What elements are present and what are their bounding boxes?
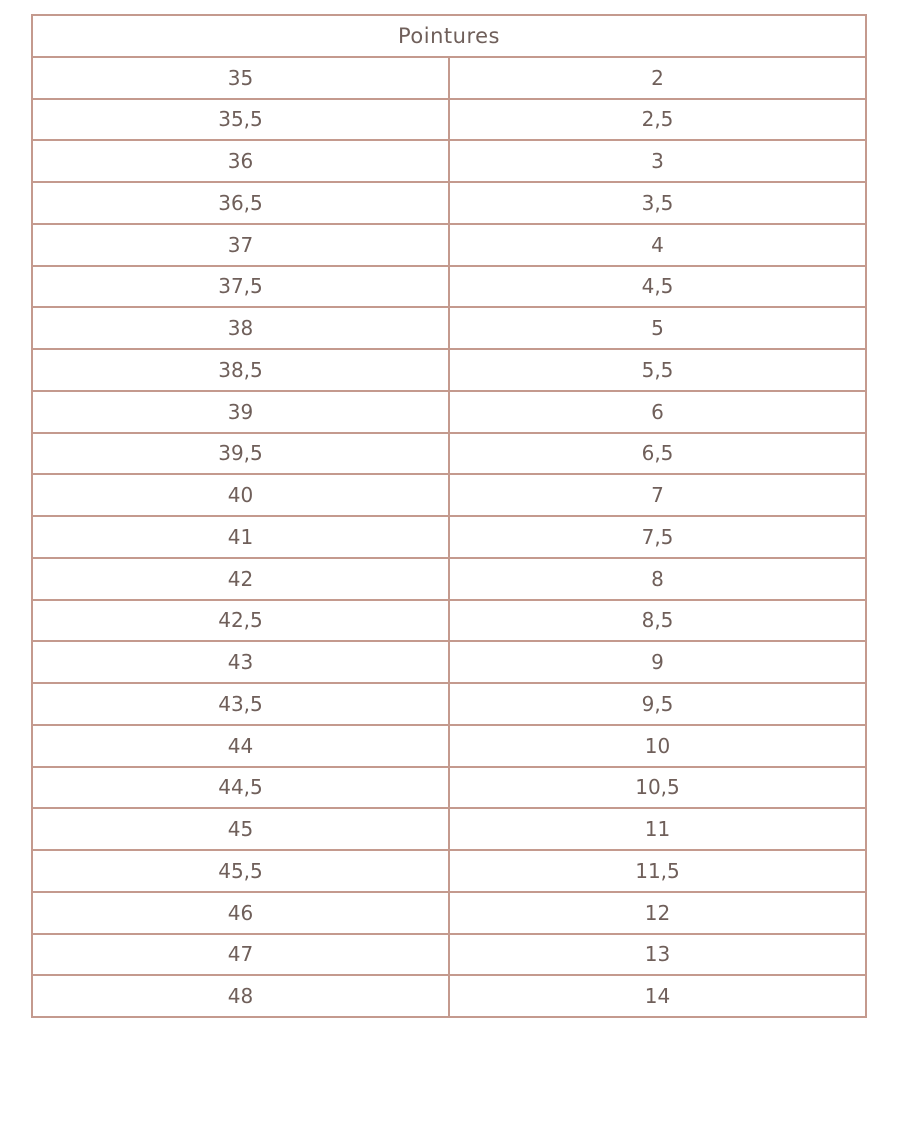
size-eu-cell: 48	[32, 975, 449, 1017]
size-eu-cell: 44,5	[32, 767, 449, 809]
table-row	[32, 140, 866, 182]
size-eu-cell: 42,5	[32, 600, 449, 642]
size-eu-cell: 40	[32, 474, 449, 516]
table-row	[32, 433, 866, 475]
size-eu-cell: 45,5	[32, 850, 449, 892]
size-eu-cell: 37	[32, 224, 449, 266]
size-uk-cell: 10	[449, 725, 866, 767]
size-conversion-table	[31, 14, 867, 1018]
table-header-row	[32, 15, 866, 57]
table-row	[32, 600, 866, 642]
table-row	[32, 850, 866, 892]
table-row	[32, 349, 866, 391]
size-eu-cell: 43,5	[32, 683, 449, 725]
size-eu-cell: 36	[32, 140, 449, 182]
size-uk-cell: 5	[449, 307, 866, 349]
size-eu-cell: 42	[32, 558, 449, 600]
table-row	[32, 391, 866, 433]
size-uk-cell: 4,5	[449, 266, 866, 308]
size-eu-cell: 46	[32, 892, 449, 934]
size-uk-cell: 11,5	[449, 850, 866, 892]
table-body	[32, 57, 866, 1017]
size-eu-cell: 41	[32, 516, 449, 558]
table-row	[32, 57, 866, 99]
size-eu-cell: 35	[32, 57, 449, 99]
size-uk-cell: 7	[449, 474, 866, 516]
table-row	[32, 975, 866, 1017]
size-uk-cell: 6	[449, 391, 866, 433]
size-eu-cell: 35,5	[32, 99, 449, 141]
size-eu-cell: 44	[32, 725, 449, 767]
size-eu-cell: 37,5	[32, 266, 449, 308]
size-uk-cell: 5,5	[449, 349, 866, 391]
size-uk-cell: 14	[449, 975, 866, 1017]
size-eu-cell: 47	[32, 934, 449, 976]
table-row	[32, 641, 866, 683]
size-uk-cell: 8,5	[449, 600, 866, 642]
table-row	[32, 516, 866, 558]
size-uk-cell: 2,5	[449, 99, 866, 141]
size-uk-cell: 4	[449, 224, 866, 266]
table-row	[32, 182, 866, 224]
table-row	[32, 266, 866, 308]
size-uk-cell: 6,5	[449, 433, 866, 475]
table-row	[32, 99, 866, 141]
table-row	[32, 767, 866, 809]
size-eu-cell: 36,5	[32, 182, 449, 224]
size-uk-cell: 3	[449, 140, 866, 182]
size-eu-cell: 39,5	[32, 433, 449, 475]
table-row	[32, 892, 866, 934]
size-uk-cell: 7,5	[449, 516, 866, 558]
size-uk-cell: 9,5	[449, 683, 866, 725]
table-row	[32, 558, 866, 600]
table-row	[32, 808, 866, 850]
size-uk-cell: 10,5	[449, 767, 866, 809]
size-uk-cell: 2	[449, 57, 866, 99]
size-eu-cell: 39	[32, 391, 449, 433]
size-eu-cell: 43	[32, 641, 449, 683]
size-uk-cell: 13	[449, 934, 866, 976]
table-header-pointures: Pointures	[32, 15, 866, 57]
table-row	[32, 307, 866, 349]
table-row	[32, 683, 866, 725]
size-eu-cell: 38	[32, 307, 449, 349]
table-row	[32, 224, 866, 266]
size-uk-cell: 9	[449, 641, 866, 683]
size-uk-cell: 11	[449, 808, 866, 850]
table-row	[32, 934, 866, 976]
size-eu-cell: 45	[32, 808, 449, 850]
size-uk-cell: 8	[449, 558, 866, 600]
size-eu-cell: 38,5	[32, 349, 449, 391]
size-uk-cell: 12	[449, 892, 866, 934]
table-row	[32, 474, 866, 516]
table-row	[32, 725, 866, 767]
size-uk-cell: 3,5	[449, 182, 866, 224]
